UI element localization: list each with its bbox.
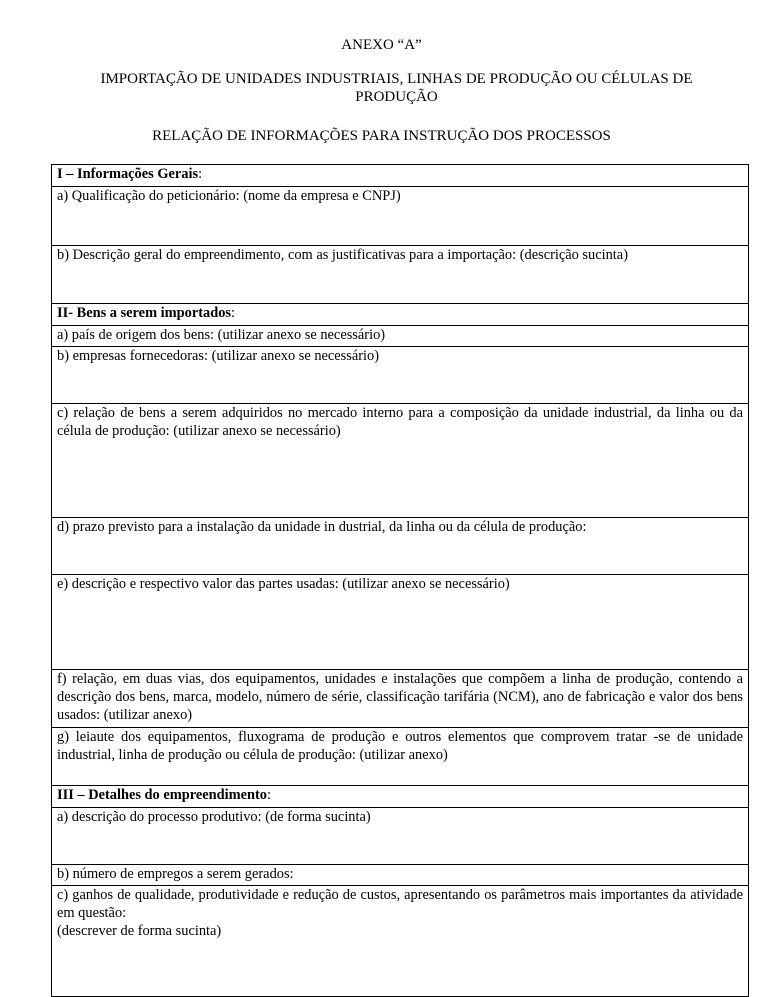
form-row bbox=[52, 864, 749, 886]
section-title: II- Bens a serem importados bbox=[57, 304, 232, 321]
information-form-table bbox=[51, 164, 749, 997]
form-row bbox=[52, 727, 749, 785]
field-relacao-equipamentos[interactable] bbox=[52, 670, 749, 727]
document-subject: IMPORTAÇÃO DE UNIDADES INDUSTRIAIS, LINHAS DE PRODUÇÃO OU CÉLULAS DE PRODUÇÃO bbox=[100, 71, 693, 105]
section-row bbox=[52, 303, 749, 325]
form-row bbox=[52, 404, 749, 518]
annex-title: ANEXO “A” bbox=[341, 37, 422, 53]
section-colon: : bbox=[267, 786, 271, 803]
field-label: a) descrição do processo produtivo: (de forma sucinta) bbox=[57, 808, 371, 825]
form-row bbox=[52, 670, 749, 727]
field-label: b) número de empregos a serem gerados: bbox=[57, 865, 294, 882]
field-bens-mercado-interno[interactable] bbox=[52, 404, 749, 518]
field-label: e) descrição e respectivo valor das partes usadas: (utilizar anexo se necessário) bbox=[57, 576, 510, 593]
field-ganhos-qualidade[interactable] bbox=[52, 886, 749, 997]
field-label: a) país de origem dos bens: (utilizar anexo se necessário) bbox=[57, 326, 386, 343]
form-row bbox=[52, 245, 749, 303]
field-label: d) prazo previsto para a instalação da unidade in dustrial, da linha ou da célula de produção: bbox=[57, 519, 587, 536]
field-label: c) ganhos de qualidade, produtividade e redução de custos, apresentando os parâmetros mais importantes da atividade em questão: bbox=[57, 887, 743, 922]
section-header bbox=[52, 785, 749, 807]
section-row bbox=[52, 785, 749, 807]
form-row bbox=[52, 186, 749, 245]
field-label: f) relação, em duas vias, dos equipamentos, unidades e instalações que compõem a linha de produção, contendo a descrição dos bens, marca, modelo, número de série, classificação tarifária (NCM), ano de fabricação e valor dos bens usados: (utilizar anexo) bbox=[57, 671, 743, 723]
field-prazo-instalacao[interactable] bbox=[52, 518, 749, 575]
form-row bbox=[52, 886, 749, 997]
form-row bbox=[52, 575, 749, 670]
section-header bbox=[52, 303, 749, 325]
field-label: a) Qualificação do peticionário: (nome da empresa e CNPJ) bbox=[57, 187, 401, 204]
field-empresas-fornecedoras[interactable] bbox=[52, 347, 749, 404]
list-title: RELAÇÃO DE INFORMAÇÕES PARA INSTRUÇÃO DOS PROCESSOS bbox=[152, 128, 611, 144]
section-row bbox=[52, 165, 749, 187]
field-label: c) relação de bens a serem adquiridos no mercado interno para a composição da unidade industrial, da linha ou da célula de produção: (utilizar anexo se necessário) bbox=[57, 405, 743, 440]
field-label: b) Descrição geral do empreendimento, com as justificativas para a importação: (descrição sucinta) bbox=[57, 246, 628, 263]
field-descricao-geral[interactable] bbox=[52, 245, 749, 303]
section-colon: : bbox=[231, 304, 236, 321]
form-row bbox=[52, 347, 749, 404]
field-note: (descrever de forma sucinta) bbox=[57, 922, 222, 939]
field-numero-empregos[interactable] bbox=[52, 864, 749, 886]
field-processo-produtivo[interactable] bbox=[52, 807, 749, 864]
field-partes-usadas[interactable] bbox=[52, 575, 749, 670]
field-leiaute[interactable] bbox=[52, 727, 749, 785]
field-pais-origem[interactable] bbox=[52, 325, 749, 347]
section-title: III – Detalhes do empreendimento bbox=[57, 786, 267, 803]
form-row bbox=[52, 518, 749, 575]
form-row bbox=[52, 325, 749, 347]
field-label: b) empresas fornecedoras: (utilizar anexo se necessário) bbox=[57, 348, 380, 365]
section-colon: : bbox=[198, 166, 203, 182]
field-qualificacao[interactable] bbox=[52, 186, 749, 245]
field-label: g) leiaute dos equipamentos, fluxograma de produção e outros elementos que comprovem tratar -se de unidade industrial, linha de produção ou célula de produção: (utilizar anexo) bbox=[57, 728, 743, 763]
section-title: I – Informações Gerais bbox=[57, 166, 199, 182]
form-row bbox=[52, 807, 749, 864]
section-header bbox=[52, 165, 749, 187]
